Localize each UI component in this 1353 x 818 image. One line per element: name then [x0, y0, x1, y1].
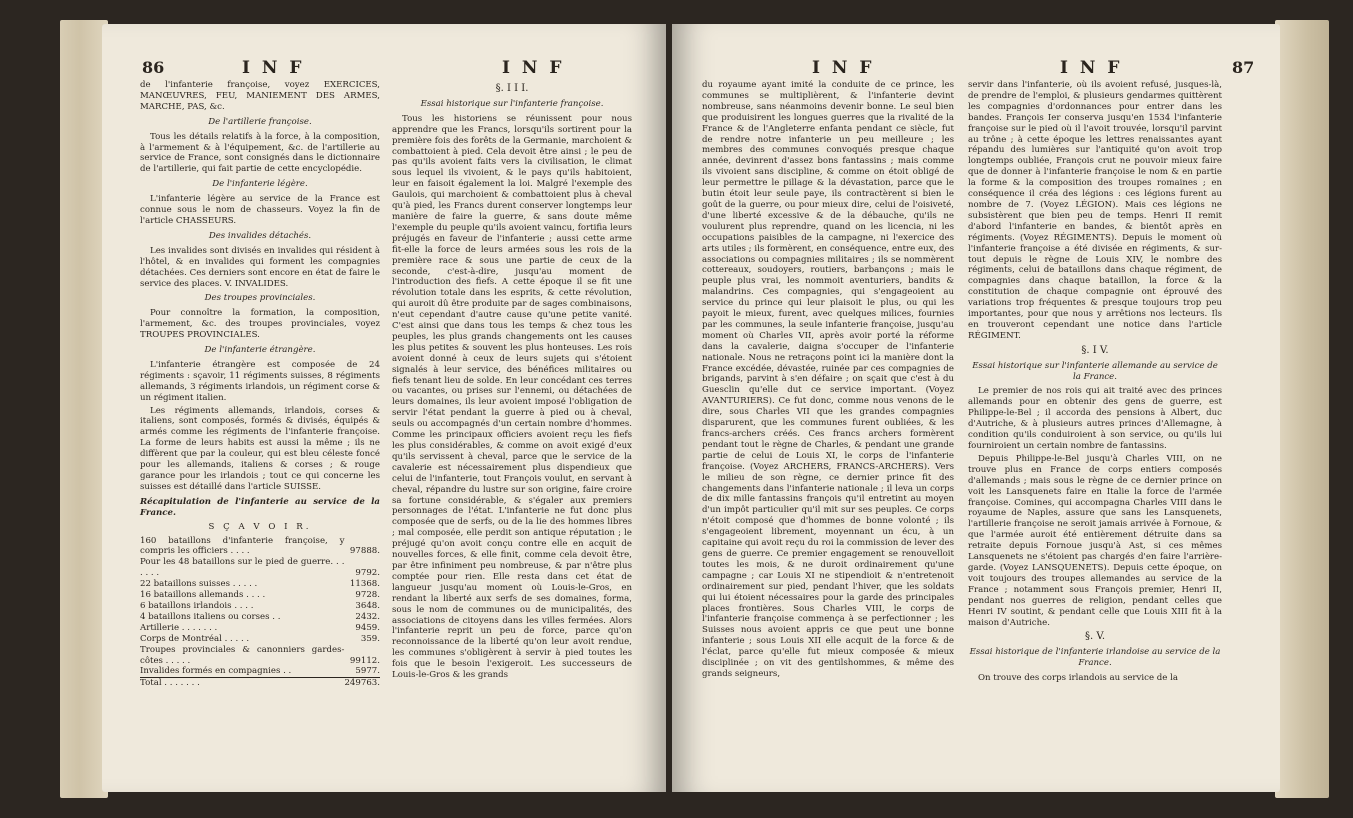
recap-value: 97888.: [349, 546, 380, 557]
section-3-title: Essai historique sur l'infanterie françoise.: [420, 98, 604, 109]
right-column-2: [968, 80, 1222, 686]
recap-row: [140, 634, 380, 645]
section-3-heading: §. I I I.: [495, 83, 529, 94]
recap-label: Pour les 48 bataillons sur le pied de guerre. . . . . . .: [140, 557, 345, 579]
running-head-col2: I N F: [1060, 58, 1123, 78]
left-page: [102, 24, 666, 792]
recap-total-value: 249763.: [344, 678, 380, 689]
provinciales-text: Pour connoître la formation, la composition, l'armement, &c. des troupes provinciales, voyez TROUPES PROVINCIALES.: [140, 308, 380, 341]
recap-value: 11368.: [349, 579, 380, 590]
recap-label: 6 bataillons irlandois . . . .: [140, 600, 254, 611]
right-page-edges: [1275, 20, 1329, 798]
right-col1-text: du royaume ayant imité la conduite de ce prince, les communes se multiplièrent, & l'infanterie devint nombreuse, sans néanmoins devenir bonne. Le seul bien que produisirent les longues guerres que la rivalité de la France & de l'Angleterre enfanta pendant ce siècle, fut de rendre notre infanterie un peu meilleure ; les membres des communes convoqués presque chaque année, devinrent d'assez bons fantassins ; mais comme ils vivoient sans discipline, & comme on étoit obligé de leur permettre le pillage & la dévastation, parce que le butin étoit leur seule paye, ils contractèrent si bien le goût de la guerre, ou pour mieux dire, celui de l'oisiveté, d'une liberté excessive & de la débauche, qu'ils ne voulurent plus reprendre, quand on les licencia, ni les occupations paisibles de la campagne, ni l'exercice des arts utiles ; ils formèrent, en conséquence, entre eux, des associations ou compagnies militaires ; ils se nommèrent cottereaux, soudoyers, routiers, barbançons ; mais le peuple plus vrai, les nommoit aventuriers, bandits & malandrins. Ces compagnies, qui s'engageoient au service du prince qui leur plaisoit le plus, ou qui les payoit le mieux, furent, avec quelques milices, fournies par les communes, la seule infanterie françoise, jusqu'au moment où Charles VII, après avoir porté la réforme dans la cavalerie, daigna s'occuper de l'infanterie nationale. Nous ne retraçons point ici la manière dont la France excédée, dévastée, ruinée par ces compagnies de brigands, parvint à s'en défaire ; on sçait que c'est à du Guesclin qu'elle dut ce service important. (Voyez AVANTURIERS). Ce fut donc, comme nous venons de le dire, sous Charles VII que les grandes compagnies disparurent, que les communes furent oubliées, & les francs-archers créés. Ces francs archers formèrent pendant tout le règne de Charles, & pendant une grande partie de celui de Louis XI, le corps de l'infanterie françoise. (Voyez ARCHERS, FRANCS-ARCHERS). Vers le milieu de son règne, ce dernier prince fit des changements dans l'infanterie nationale ; il leva un corps de dix mille fantassins françois qu'il entretint au moyen d'un impôt particulier qu'il mit sur ses peuples. Ce corps n'étoit composé que d'hommes de bonne volonté ; ils s'engageoient librement, moyennant un écu, à un capitaine qui avoit reçu du roi la commission de lever des gens de guerre. Ce premier engagement se renouvelloit toutes les mois, & ne duroit ordinairement qu'une campagne ; car Louis XI ne stipendioit & n'entretenoit ordinairement sur pied, pendant l'hiver, que les soldats qui lui étoient nécessaires pour la garde des principales places frontières. Sous Charles VIII, le corps de l'infanterie françoise commença à se perfectionner ; les Suisses nous avoient appris ce que peut une bonne infanterie ; sous Louis XII elle acquit de la force & de l'éclat, parce qu'elle fut mieux composée & mieux disciplinée ; on vit des gentilshommes, & même des grands seigneurs,: [702, 80, 954, 679]
legere-text: L'infanterie légère au service de la France est connue sous le nom de chasseurs. Voyez la fin de l'article CHASSEURS.: [140, 194, 380, 226]
page-number: 86: [142, 58, 165, 77]
recap-label: 22 bataillons suisses . . . . .: [140, 579, 258, 590]
etrangere-text-2: Les régiments allemands, irlandois, corses & italiens, sont composés, formés & divisés, équipés & armés comme les régiments de l'infanterie françoise. La forme de leurs habits est aussi la même ; ils ne diffèrent que par la couleur, qui est bleu céleste foncé pour les allemands, italiens & corses ; & rouge garance pour les irlandois ; tout ce qui concerne les suisses est détaillé dans l'article SUISSE.: [140, 405, 380, 492]
section-5-heading: §. V.: [1084, 631, 1105, 643]
recap-row: [140, 590, 380, 601]
etrangere-text-1: L'infanterie étrangère est composée de 24 régiments : sçavoir, 11 régiments suisses, 8 régiments allemands, 3 régiments irlandois, un régiment corse & un régiment italien.: [140, 359, 380, 403]
recap-row: [140, 645, 380, 667]
section-3-text: Tous les historiens se réunissent pour nous apprendre que les Francs, lorsqu'ils sortirent pour la première fois des forêts de la Germanie, marchoient & combattoient à pied. Cela devoit être ainsi ; le peu de pas qu'ils avoient faits vers la civilisation, le climat sous lequel ils vivoient, & le pays qu'ils habitoient, leur en faisoit également la loi. Malgré l'exemple des Gaulois, qui marchoient & combattoient plus à cheval qu'à pied, les Francs durent conserver longtemps leur manière de faire la guerre, & sans doute même l'exemple du peuple qu'ils avoient vaincu, fortifia leurs préjugés en faveur de l'infanterie ; aussi cette arme fit-elle la force de leurs armées sous les rois de la première race & sous une partie de ceux de la seconde, c'est-à-dire, jusqu'au moment de l'introduction des fiefs. A cette époque il se fit une révolution totale dans les esprits, & cette révolution, qui auroit dû être produite par de sages combinaisons, n'eut cependant d'autre cause qu'une petite vanité. C'est ainsi que dans tous les temps & chez tous les peuples, les plus grands changements ont les causes les plus petites & souvent les plus honteuses. Les rois avoient donné à ceux de leurs sujets qui s'étoient signalés à leur service, des bénéfices militaires ou fiefs tenant lieu de solde. En leur concédant ces terres ou vacantes, ou prises sur l'ennemi, ou détachées de leurs domaines, ils leur avoient imposé l'obligation de servir l'état pendant la guerre à pied ou à cheval, seuls ou accompagnés d'un certain nombre d'hommes. Comme les principaux officiers avoient reçu les fiefs les plus considérables, & comme on avoit exigé d'eux qu'ils servissent à cheval, parce que le service de la cavalerie est nécessairement plus dispendieux que celui de l'infanterie, tout François voulut, en servant à cheval, répandre du lustre sur son origine, faire croire sa fortune considérable, & s'égaler aux premiers personnages de l'état. L'infanterie ne fut donc plus composée que de serfs, ou de la lie des hommes libres ; mal composée, elle perdit son antique réputation ; le préjugé qu'on avoit conçu contre elle en acquit de nouvelles forces, & elle finit, comme cela devoit être, par être infiniment peu nombreuse, & par n'être plus comptée pour rien. Elle resta dans cet état de langueur jusqu'au moment où Louis-le-Gros, en rendant la liberté aux serfs de ses domaines, forma, sous le nom de communes ou de municipalités, des associations de citoyens dans les villes fermées. Alors l'infanterie reprit un peu de force, parce qu'on reconnoissance de la liberté qu'on leur avoit rendue, les communes s'obligèrent à servir à pied toutes les fois que le besoin l'exigeroit. Les successeurs de Louis-le-Gros & les grands: [392, 113, 632, 681]
section-4-heading: §. I V.: [1081, 344, 1109, 356]
recap-value: 3648.: [355, 600, 380, 611]
recap-label: 160 bataillons d'infanterie françoise, y compris les officiers . . . .: [140, 535, 345, 557]
section-4-text-1: Le premier de nos rois qui ait traité avec des princes allemands pour en obtenir des gens de guerre, est Philippe-le-Bel ; il accorda des pensions à Albert, duc d'Autriche, & à plusieurs autres princes d'Allemagne, à condition qu'ils conduiroient à son service, ou qu'ils lui fourniroient un certain nombre de fantassins.: [968, 386, 1222, 451]
recap-table: [140, 536, 380, 690]
right-column-1: [702, 80, 954, 682]
section-4-title: Essai historique sur l'infanterie allemande au service de la France.: [972, 360, 1218, 382]
etrangere-title: De l'infanterie étrangère.: [204, 345, 316, 356]
recap-value: 359.: [360, 633, 380, 644]
left-page-edges: [60, 20, 108, 798]
recap-label: Invalides formés en compagnies . .: [140, 666, 292, 677]
running-head-col2: I N F: [502, 58, 565, 78]
recap-value: 5977.: [355, 666, 380, 677]
section-5-title: Essai historique de l'infanterie irlandoise au service de la France.: [969, 647, 1221, 669]
section-5-text: On trouve des corps irlandois au service de la: [978, 673, 1178, 684]
artillerie-title: De l'artillerie françoise.: [208, 116, 312, 127]
recap-label: 4 bataillons italiens ou corses . .: [140, 611, 281, 622]
recap-value: 9728.: [355, 590, 380, 601]
recap-value: 99112.: [349, 655, 380, 666]
intro-text: de l'infanterie françoise, voyez EXERCICES, MANŒUVRES, FEU, MANIEMENT DES ARMES, MARCHE, PAS, &c.: [140, 80, 380, 112]
legere-title: De l'infanterie légère.: [212, 179, 308, 190]
recap-row: [140, 536, 380, 558]
invalides-text: Les invalides sont divisés en invalides qui résident à l'hôtel, & en invalides qui forment les compagnies détachées. Ces derniers sont encore en état de faire le service des places. V. INVALIDES.: [140, 245, 380, 289]
recap-row: [140, 557, 380, 579]
recap-row: [140, 601, 380, 612]
recap-label: 16 bataillons allemands . . . .: [140, 590, 266, 601]
recap-row: [140, 666, 380, 677]
recap-title: Récapitulation de l'infanterie au service de la France.: [140, 496, 380, 518]
recap-value: 2432.: [355, 611, 380, 622]
recap-total-label: Total . . . . . . .: [140, 678, 344, 689]
left-column-2: [392, 80, 632, 683]
savoir-heading: S Ç A V O I R.: [208, 521, 312, 532]
section-4-text-2: Depuis Philippe-le-Bel jusqu'à Charles VIII, on ne trouve plus en France de corps entiers composés d'allemands ; mais sous le règne de ce dernier prince on voit les Lansquenets faire en Italie la force de l'armée françoise. Comines, qui accompagna Charles VIII dans le royaume de Naples, assure que sans les Lansquenets, l'artillerie françoise ne seroit jamais arrivée à Fornoue, & que l'armée auroit été entièrement détruite dans sa retraite depuis Fornoue jusqu'à Ast, si ces mêmes Lansquenets ne s'étoient pas chargés d'en faire l'arrière-garde. (Voyez LANSQUENETS). Depuis cette époque, on voit toujours des troupes allemandes au service de la France ; notamment sous François premier, Henri II, pendant nos guerres de religion, pendant celles que Henri IV soutint, & pendant celle que Louis XIII fit à la maison d'Autriche.: [968, 453, 1222, 628]
recap-label: Corps de Montréal . . . . .: [140, 633, 250, 644]
recap-row: [140, 623, 380, 634]
recap-total-row: [140, 678, 380, 689]
right-col2-text: servir dans l'infanterie, où ils avoient refusé, jusques-là, de prendre de l'emploi, & plusieurs gendarmes quittèrent les compagnies d'ordonnances pour entrer dans les bandes. François Ier conserva jusqu'en 1534 l'infanterie françoise sur le pied où il l'avoit trouvée, lorsqu'il parvint au trône ; à cette époque les lettres renaissantes ayant répandu des lumières sur l'antiquité qu'on avoit trop longtemps oubliée, François crut ne pouvoir mieux faire que de donner à l'infanterie françoise le nom & en partie la forme & la composition des troupes romaines ; en conséquence il créa des légions : ces légions furent au nombre de 7. (Voyez LÉGION). Mais ces légions ne subsistèrent que bien peu de temps. Henri II remit d'abord l'infanterie en bandes, & bientôt après en régiments. (Voyez RÉGIMENTS). Depuis le moment où l'infanterie françoise a été divisée en régiments, & sur-tout depuis le règne de Louis XIV, le nombre des régiments, celui de bataillons dans chaque régiment, de compagnies dans chaque bataillon, la force & la constitution de chaque compagnie ont éprouvé des variations trop fréquentes & presque toujours trop peu importantes, pour que nous y arrêtions nos lecteurs. Ils en trouveront cependant une notice dans l'article RÉGIMENT.: [968, 80, 1222, 341]
recap-label: Artillerie . . . . . . .: [140, 622, 218, 633]
left-column-1: [140, 80, 380, 689]
right-page: [672, 24, 1280, 792]
running-head: I N F: [242, 58, 305, 78]
recap-row: [140, 612, 380, 623]
running-head: I N F: [812, 58, 875, 78]
page-number: 87: [1232, 58, 1255, 77]
invalides-title: Des invalides détachés.: [208, 230, 312, 241]
artillerie-text: Tous les détails relatifs à la force, à la composition, à l'armement & à l'équipement, &c. de l'artillerie au service de France, sont consignés dans le dictionnaire de l'artillerie, qui fait partie de cette encyclopédie.: [140, 131, 380, 175]
recap-row: [140, 579, 380, 590]
provinciales-title: Des troupes provinciales.: [204, 293, 316, 304]
recap-value: 9792.: [355, 568, 380, 579]
recap-label: Troupes provinciales & canonniers gardes-côtes . . . . .: [140, 644, 345, 666]
recap-value: 9459.: [355, 622, 380, 633]
